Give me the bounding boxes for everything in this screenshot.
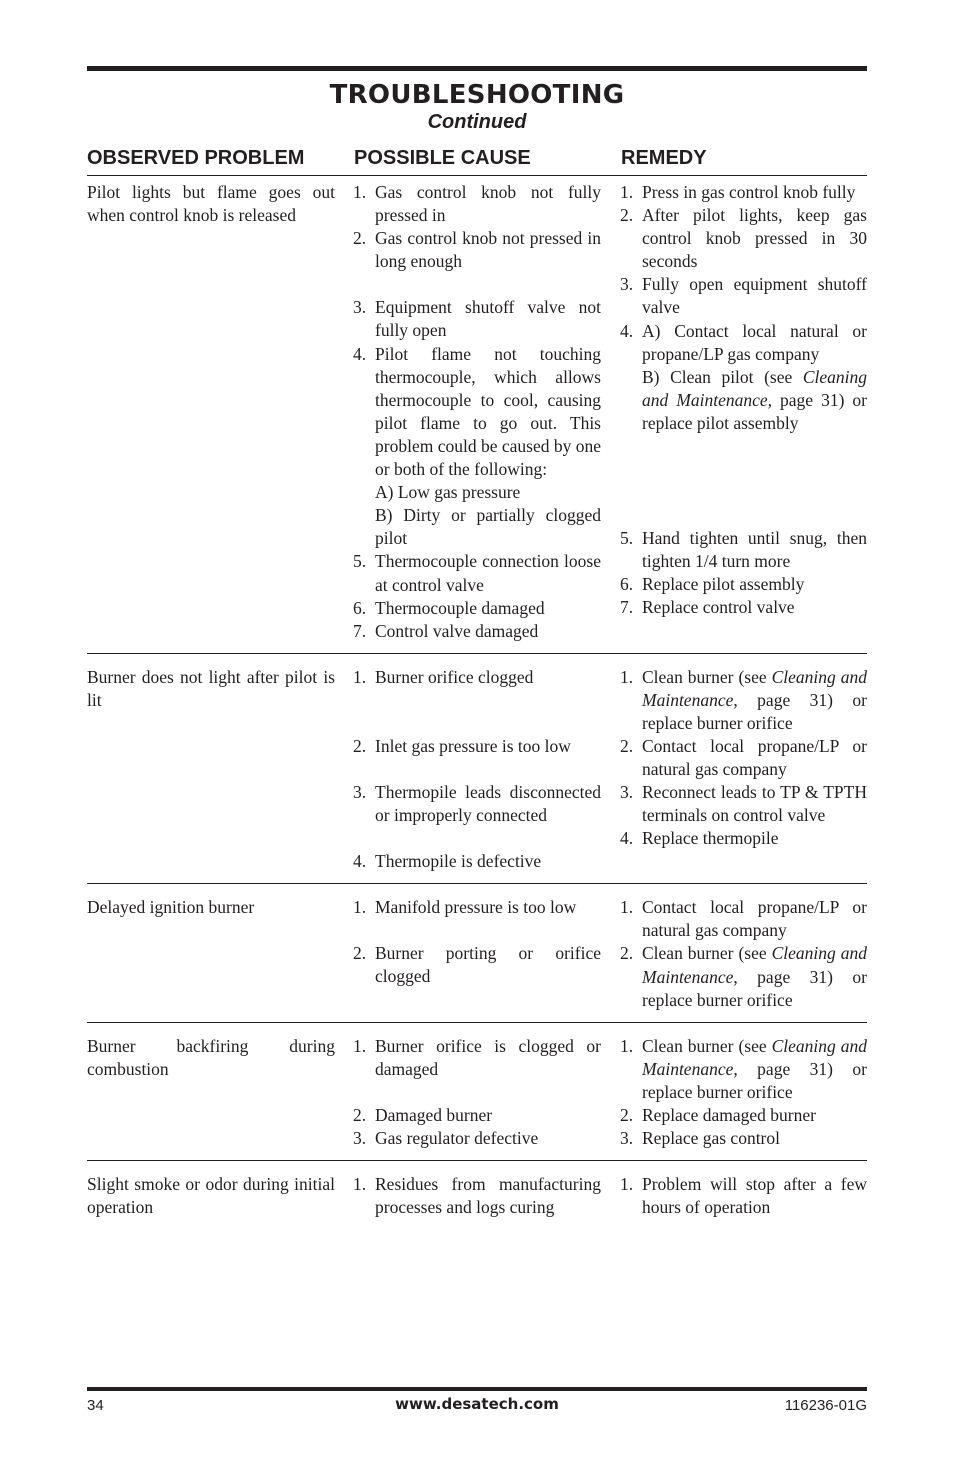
cause-item: 1. Burner orifice is clogged or damaged <box>353 1035 601 1079</box>
remedy-item: 4. A) Contact local natural or propane/LP gas company B) Clean pilot (see Cleaning and Maintenance, page 31) or replace pilot assembly <box>620 320 867 435</box>
cause-cell <box>353 666 601 873</box>
remedy-item: 7. Replace control valve <box>620 597 795 618</box>
remedy-item: 1. Clean burner (see Cleaning and Maintenance, page 31) or replace burner orifice <box>620 1035 867 1102</box>
cause-subitem: B) Dirty or partially clogged pilot <box>375 505 601 549</box>
manual-reference: Cleaning and Maintenance <box>642 1035 867 1079</box>
footer-rule <box>87 1387 867 1391</box>
remedy-item: 3. Reconnect leads to TP & TPTH terminals on control valve <box>620 782 867 826</box>
cause-item: 1. Residues from manufacturing processes and logs curing <box>353 1174 601 1218</box>
remedy-cell <box>620 666 867 851</box>
table-row <box>87 1035 867 1161</box>
cause-item: 4. Thermopile is defective <box>353 851 542 872</box>
table-row <box>87 181 867 654</box>
cause-text: Pilot flame not touching thermocouple, which allows thermocouple to cool, causing pilot flame to go out. This problem could be caused by one or both of the following: <box>375 343 601 480</box>
remedy-cell <box>620 896 867 1011</box>
cause-item: 1. Manifold pressure is too low <box>353 897 577 918</box>
cause-item: 1. Burner orifice clogged <box>353 666 534 687</box>
page-footer <box>87 1395 867 1417</box>
header-rule <box>87 175 867 176</box>
remedy-item: 1. Clean burner (see Cleaning and Maintenance, page 31) or replace burner orifice <box>620 666 867 733</box>
cause-cell <box>353 181 601 643</box>
remedy-text: B) Clean pilot (see Cleaning and Maintenance, page 31) or replace pilot assembly <box>642 366 867 433</box>
remedy-item: 1. Problem will stop after a few hours of operation <box>620 1174 867 1218</box>
remedy-item: 2. After pilot lights, keep gas control knob pressed in 30 seconds <box>620 205 867 272</box>
problem-cell: Delayed ignition burner <box>87 897 255 918</box>
cause-cell <box>353 1173 601 1219</box>
cause-item: 5. Thermocouple connection loose at control valve <box>353 551 601 595</box>
cause-subitem: A) Low gas pressure <box>375 482 521 503</box>
remedy-item: 2. Contact local propane/LP or natural gas company <box>620 736 867 780</box>
manual-reference: Cleaning and Maintenance, <box>642 366 867 410</box>
top-rule <box>87 66 867 71</box>
remedy-item: 6. Replace pilot assembly <box>620 574 805 595</box>
remedy-item: 2. Replace damaged burner <box>620 1105 816 1125</box>
cause-cell <box>353 896 601 988</box>
header-observed-problem: OBSERVED PROBLEM <box>87 147 305 169</box>
remedy-item: 5. Hand tighten until snug, then tighten 1/4 turn more <box>620 528 867 572</box>
problem-cell: Slight smoke or odor during initial operation <box>87 1174 335 1218</box>
remedy-item: 3. Fully open equipment shutoff valve <box>620 274 867 318</box>
header-possible-cause: POSSIBLE CAUSE <box>354 147 531 169</box>
cause-item: 2. Gas control knob not pressed in long enough <box>353 228 601 272</box>
cause-item: 3. Gas regulator defective <box>353 1128 539 1148</box>
remedy-cell <box>620 1173 867 1219</box>
manual-reference: Cleaning and Maintenance <box>642 666 867 710</box>
problem-cell: Burner backfiring during combustion <box>87 1035 335 1079</box>
remedy-text: A) Contact local natural or propane/LP gas company <box>642 320 867 364</box>
table-row <box>87 666 867 884</box>
remedy-item: 1. Press in gas control knob fully <box>620 182 856 202</box>
website-url: www.desatech.com <box>395 1395 559 1413</box>
cause-item: 2. Inlet gas pressure is too low <box>353 735 571 756</box>
cause-item: 6. Thermocouple damaged <box>353 597 545 618</box>
remedy-item: 1. Contact local propane/LP or natural gas company <box>620 897 867 941</box>
page-title: TROUBLESHOOTING <box>329 80 625 110</box>
cause-item: 2. Damaged burner <box>353 1104 493 1125</box>
cause-item: 1. Gas control knob not fully pressed in <box>353 182 601 226</box>
page-subtitle: Continued <box>427 111 527 133</box>
cause-item: 3. Thermopile leads disconnected or improperly connected <box>353 781 601 826</box>
manual-page <box>87 0 867 1475</box>
page-number: 34 <box>87 1397 104 1414</box>
cause-item: 3. Equipment shutoff valve not fully open <box>353 297 601 341</box>
table-row <box>87 1173 867 1229</box>
problem-cell: Pilot lights but flame goes out when control knob is released <box>87 182 335 226</box>
remedy-item: 3. Replace gas control <box>620 1128 781 1149</box>
table-header <box>87 147 867 173</box>
table-row <box>87 896 867 1022</box>
remedy-cell <box>620 1035 867 1150</box>
remedy-cell <box>620 181 867 619</box>
problem-cell: Burner does not light after pilot is lit <box>87 666 335 710</box>
cause-item: 7. Control valve damaged <box>353 620 539 641</box>
cause-cell <box>353 1035 601 1150</box>
cause-item: 2. Burner porting or orifice clogged <box>353 943 601 987</box>
troubleshooting-table <box>87 181 867 1241</box>
manual-reference: Cleaning and Maintenance <box>642 943 867 987</box>
cause-item: 4. Pilot flame not touching thermocouple, which allows thermocouple to cool, causing pilot flame to go out. This problem could be caused by one or both of the following: A) Low gas pressure B) Dirty or partially clogged pilot <box>353 343 601 551</box>
remedy-item: 4. Replace thermopile <box>620 828 779 849</box>
document-number: 116236-01G <box>784 1397 867 1414</box>
remedy-item: 2. Clean burner (see Cleaning and Maintenance, page 31) or replace burner orifice <box>620 943 867 1010</box>
header-remedy: REMEDY <box>621 147 707 169</box>
